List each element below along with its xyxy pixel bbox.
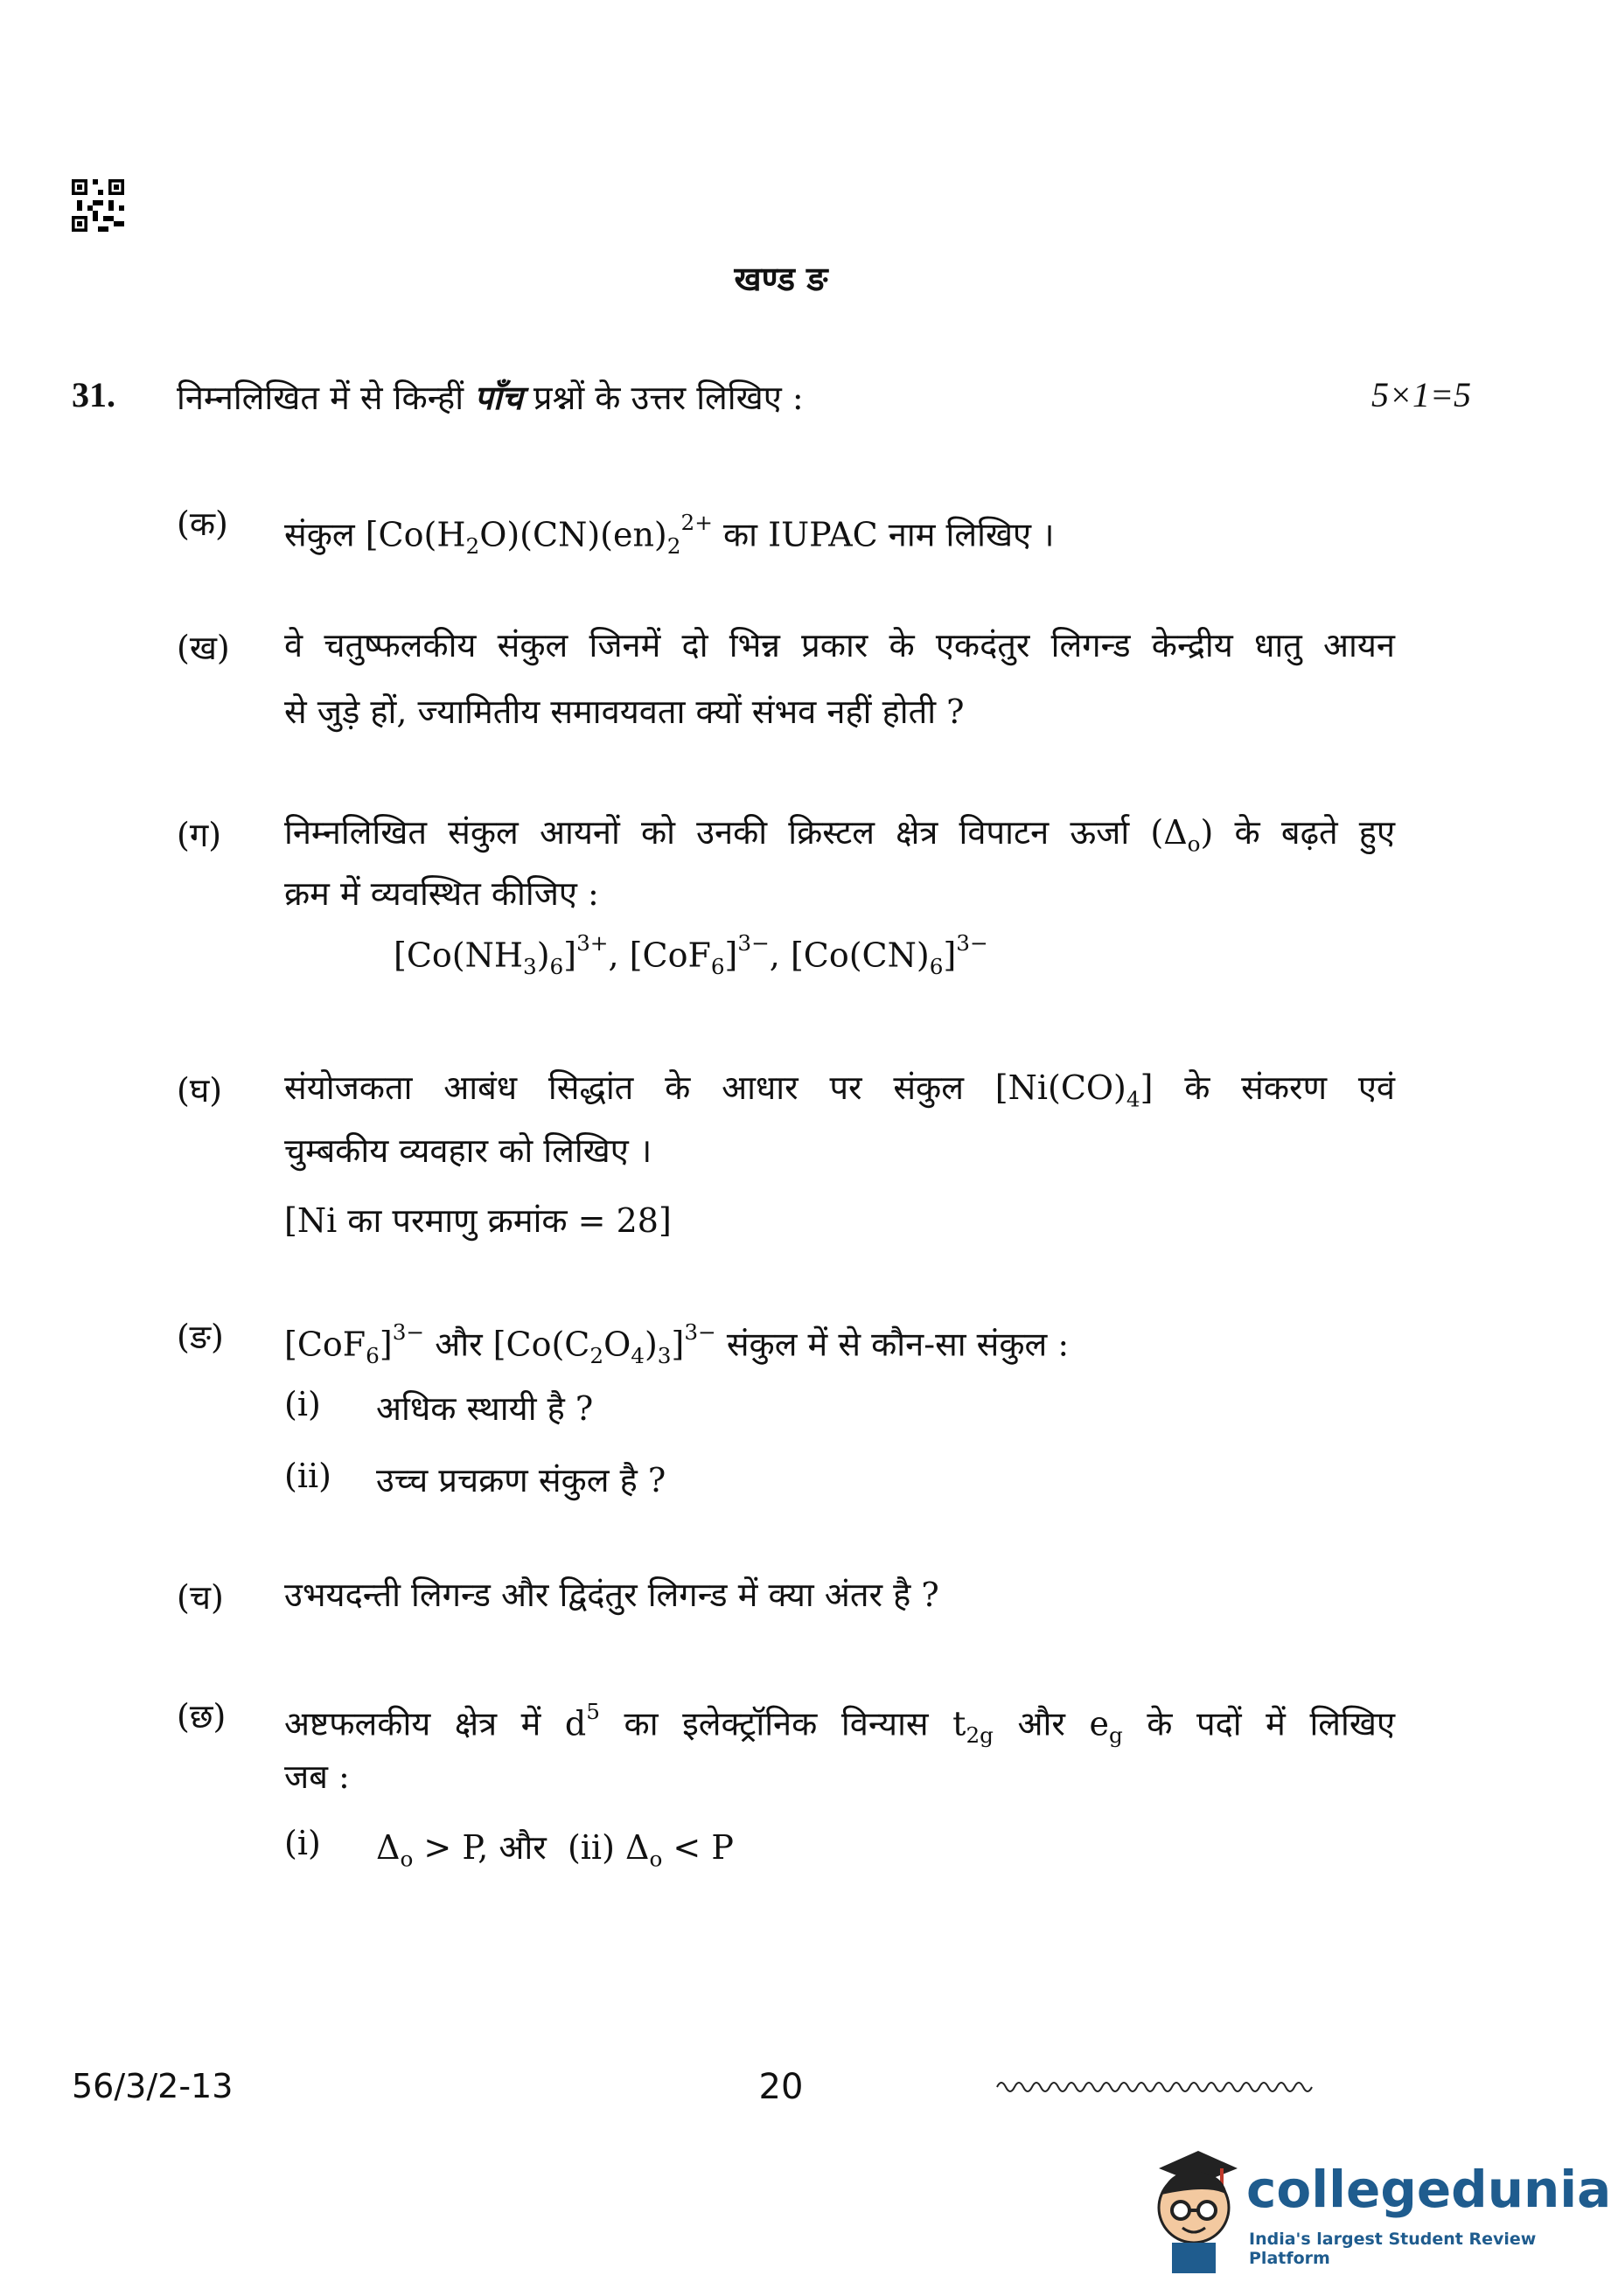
part-label-kha: (ख) [177, 629, 230, 667]
part-label-cha: (च) [177, 1578, 224, 1617]
part-nga-ii-text: उच्च प्रचक्रण संकुल है ? [376, 1461, 666, 1499]
part-gha-line1: संयोजकता आबंध सिद्धांत के आधार पर संकुल $[Ni(CO)_4]$ के संकरण एवं [284, 1068, 1396, 1112]
part-label-chha: (छ) [177, 1697, 227, 1736]
part-cha-text: उभयदन्ती लिगन्ड और द्विदंतुर लिगन्ड में क्या अंतर है ? [284, 1576, 939, 1614]
emphasis-five: पाँच [474, 378, 523, 417]
part-kha-line2: से जुड़े हों, ज्यामितीय समावयवता क्यों संभव नहीं होती ? [284, 692, 965, 731]
page-number: 20 [758, 2067, 804, 2107]
part-label-ka: (क) [177, 504, 228, 543]
brand-name: collegedunia [1246, 2160, 1611, 2219]
part-nga-i-text: अधिक स्थायी है ? [376, 1389, 594, 1428]
qr-code-icon [72, 179, 124, 232]
part-nga-i-label: (i) [284, 1385, 321, 1423]
part-ga-line1: निम्नलिखित संकुल आयनों को उनकी क्रिस्टल क्षेत्र विपाटन ऊर्जा $(\Delta_o)$ के बढ़ते हुए [284, 813, 1395, 857]
part-ga-formula: $[Co(NH_3)_6]^{3+}$, $[CoF_6]^{3-}$, $[Co(CN)_6]^{3-}$ [394, 930, 988, 980]
part-gha-line2: चुम्बकीय व्यवहार को लिखिए । [284, 1131, 652, 1170]
part-ga-line2: क्रम में व्यवस्थित कीजिए : [284, 874, 599, 913]
part-kha-line1: वे चतुष्फलकीय संकुल जिनमें दो भिन्न प्रकार के एकदंतुर लिगन्ड केन्द्रीय धातु आयन [284, 626, 1395, 664]
part-chha-conditions: $\Delta_o > P$, और (ii) $\Delta_o < P$ [376, 1828, 734, 1872]
mascot-logo-icon [1146, 2142, 1242, 2273]
part-gha-line3: [Ni का परमाणु क्रमांक = 28] [284, 1201, 672, 1240]
section-title: खण्ड ङ [734, 260, 828, 298]
brand-tagline: India's largest Student Review Platform [1249, 2230, 1537, 2268]
part-label-gha: (घ) [177, 1071, 223, 1110]
wavy-line-icon [997, 2074, 1312, 2100]
marks: 5×1=5 [1371, 375, 1471, 414]
part-label-ga: (ग) [177, 816, 222, 854]
part-chha-line1: अष्टफलकीय क्षेत्र में $d^5$ का इलेक्ट्रॉनिक विन्यास $t_{2g}$ और $e_g$ के पदों में लिखिए [284, 1699, 1395, 1749]
part-label-nga: (ङ) [177, 1318, 224, 1356]
part-chha-i-label: (i) [284, 1824, 321, 1862]
paper-code: 56/3/2-13 [72, 2067, 234, 2105]
question-instruction: निम्नलिखित में से किन्हीं पाँच प्रश्नों के उत्तर लिखिए : [177, 378, 804, 417]
question-number: 31. [72, 375, 115, 414]
part-chha-line2: जब : [284, 1757, 350, 1796]
part-nga-text: $[CoF_6]^{3-}$ और $[Co(C_2O_4)_3]^{3-}$ संकुल में से कौन-सा संकुल : [284, 1319, 1070, 1369]
part-ka-text: संकुल [$Co(H_2O)(CN)(en)_2^{2+}$ का IUPAC नाम लिखिए । [284, 510, 1055, 560]
part-nga-ii-label: (ii) [284, 1457, 331, 1495]
